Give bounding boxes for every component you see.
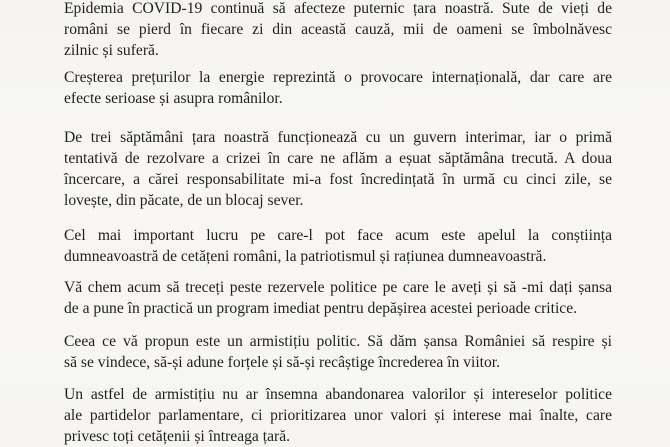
paragraph-armistice — [64, 331, 612, 373]
paragraph-call — [64, 277, 612, 319]
text-line: de a pune în practică un program imediat pentru depășirea acestei perioade critice. — [64, 300, 578, 317]
text-line: români se pierd în fiecare zi din această cauză, mii de oameni se îmbolnăvesc — [64, 21, 612, 38]
paragraph-covid — [64, 0, 612, 61]
paragraph-interim-government — [64, 127, 612, 211]
text-line: privesc toți cetățenii și întreaga țară. — [64, 428, 291, 445]
text-line: încercare, a cărei responsabilitate mi-a fost încredințată în urmă cu cinci zile, se — [64, 171, 612, 188]
text-line: Vă chem acum să treceți peste rezervele politice pe care le aveți și să -mi dați șansa — [64, 279, 612, 296]
paragraph-appeal — [64, 225, 612, 267]
text-line: Epidemia COVID-19 continuă să afecteze puternic țara noastră. Sute de vieți de — [64, 0, 612, 17]
text-line: Un astfel de armistițiu nu ar însemna abandonarea valorilor și intereselor politice — [64, 386, 612, 403]
paragraph-energy — [64, 67, 612, 109]
text-line: Cel mai important lucru pe care-l pot face acum este apelul la conștiința — [64, 227, 612, 244]
text-line: De trei săptămâni țara noastră funcționează cu un guvern interimar, iar o primă — [64, 129, 612, 146]
text-line: efecte serioase și asupra românilor. — [64, 90, 283, 107]
text-line: lovește, din păcate, de un blocaj sever. — [64, 192, 304, 209]
text-line: Creșterea prețurilor la energie reprezintă o provocare internațională, dar care are — [64, 69, 612, 86]
paragraph-values — [64, 384, 612, 447]
text-line: să se vindece, să-și adune forțele și să-și recâștige încrederea în viitor. — [64, 354, 501, 371]
text-line: ale partidelor parlamentare, ci prioritizarea unor valori și interese mai înalte, care — [64, 407, 612, 424]
text-line: Ceea ce vă propun este un armistițiu politic. Să dăm șansa României să respire și — [64, 333, 612, 350]
text-line: tentativă de rezolvare a crizei în care ne aflăm a eșuat săptămâna trecută. A doua — [64, 150, 612, 167]
text-line: dumneavoastră de cetățeni români, la patriotismul și rațiunea dumneavoastră. — [64, 248, 547, 265]
text-line: zilnic și suferă. — [64, 42, 159, 59]
